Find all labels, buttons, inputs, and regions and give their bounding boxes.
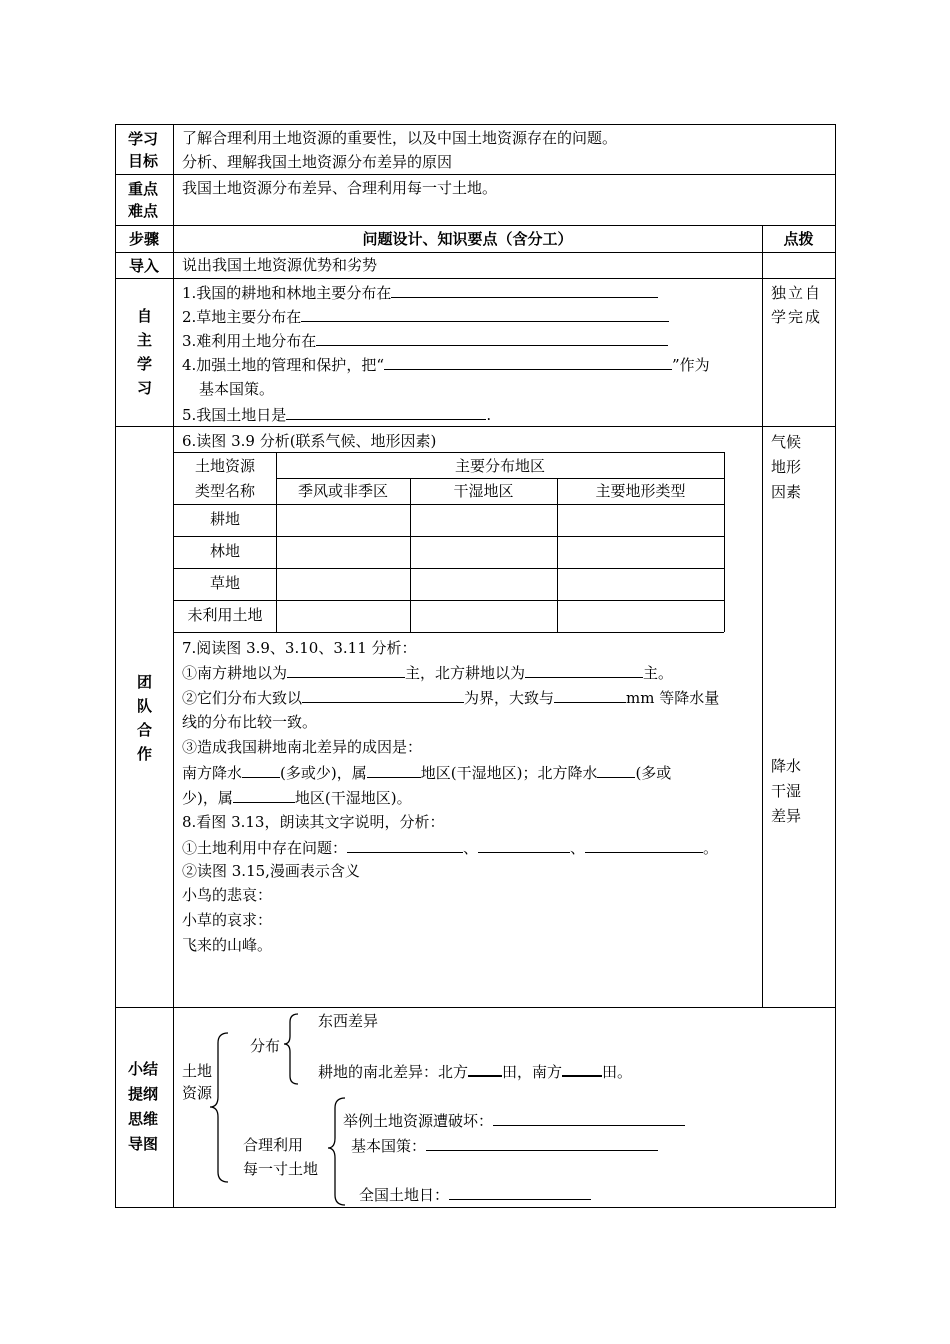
self-q3: 3.难利用土地分布在 xyxy=(182,329,668,352)
team-q8-2: ②读图 3.15,漫画表示含义 xyxy=(182,862,360,880)
team-q7: 7.阅读图 3.9、3.10、3.11 分析： xyxy=(182,639,417,657)
header-hint: 点拨 xyxy=(783,230,814,248)
self-q5: 5.我国土地日是 . xyxy=(182,403,491,426)
mind-map-root: 土地资源 xyxy=(182,1062,213,1102)
table-header-moisture: 干湿地区 xyxy=(453,482,514,500)
key-text: 我国土地资源分布差异、合理利用每一寸土地。 xyxy=(182,179,498,197)
team-label: 团队合作 xyxy=(137,673,153,763)
mind-map-north-south: 耕地的南北差异：北方 田，南方 田。 xyxy=(318,1059,632,1083)
header-step: 步骤 xyxy=(128,230,159,248)
self-hint: 独立自学完成 xyxy=(771,284,823,326)
table-header-terrain: 主要地形类型 xyxy=(595,482,686,500)
team-q8-1: ①土地利用中存在问题： 、 、 。 xyxy=(182,836,718,859)
self-q1: 1.我国的耕地和林地主要分布在 xyxy=(182,281,658,304)
table-row-label: 耕地 xyxy=(209,510,240,528)
team-q7-1: ①南方耕地以为 主，北方耕地以为 主。 xyxy=(182,661,673,684)
mountain-line: 飞来的山峰。 xyxy=(182,936,273,954)
goal-line-1: 了解合理利用土地资源的重要性，以及中国土地资源存在的问题。 xyxy=(182,129,618,147)
team-q6: 6.读图 3.9 分析(联系气候、地形因素) xyxy=(182,432,437,450)
self-q2: 2.草地主要分布在 xyxy=(182,305,669,328)
intro-label: 导入 xyxy=(128,257,159,275)
team-q8: 8.看图 3.13，朗读其文字说明，分析： xyxy=(182,813,445,831)
team-hint-moisture: 降水干湿差异 xyxy=(771,757,802,825)
table-row-label: 林地 xyxy=(209,542,240,560)
mind-map-east-west: 东西差异 xyxy=(318,1012,379,1030)
summary-label: 小结提纲思维导图 xyxy=(128,1060,159,1153)
bird-line: 小鸟的悲哀： xyxy=(182,886,273,904)
self-q4: 4.加强土地的管理和保护，把“ ”作为 xyxy=(182,353,710,376)
grass-line: 小草的哀求： xyxy=(182,911,273,929)
mind-map-rational-use: 合理利用 xyxy=(243,1136,304,1154)
table-header-main: 主要分布地区 xyxy=(454,457,545,475)
goal-line-2: 分析、理解我国土地资源分布差异的原因 xyxy=(182,153,453,171)
table-header-monsoon: 季风或非季区 xyxy=(297,482,388,500)
team-q7-3-south: 南方降水 (多或少)，属 地区(干湿地区)；北方降水 (多或 xyxy=(182,761,671,784)
table-row-label: 草地 xyxy=(209,574,240,592)
mind-map-policy: 基本国策： xyxy=(351,1134,658,1157)
table-header-type-2: 类型名称 xyxy=(194,482,255,500)
self-label: 自主学习 xyxy=(137,307,153,397)
team-q7-2: ②它们分布大致以 为界，大致与 mm 等降水量 xyxy=(182,686,719,709)
team-q7-3: ③造成我国耕地南北差异的成因是： xyxy=(182,738,423,756)
mind-map-example: 举例土地资源遭破坏： xyxy=(343,1109,685,1132)
key-label: 重点难点 xyxy=(128,180,159,220)
team-q7-3-north: 少)，属 地区(干湿地区)。 xyxy=(182,786,412,809)
intro-text: 说出我国土地资源优势和劣势 xyxy=(182,256,378,274)
team-q7-2-cont: 线的分布比较一致。 xyxy=(182,713,318,731)
table-header-type: 土地资源 xyxy=(194,457,255,475)
mind-map-rational-use-2: 每一寸土地 xyxy=(243,1160,319,1178)
self-q4-cont: 基本国策。 xyxy=(199,380,275,398)
mind-map-distribution: 分布 xyxy=(250,1037,281,1055)
team-hint-climate: 气候地形因素 xyxy=(771,433,802,501)
header-content: 问题设计、知识要点（含分工） xyxy=(362,230,573,248)
table-row-label: 未利用土地 xyxy=(187,606,263,624)
goals-label: 学习目标 xyxy=(128,130,159,170)
mind-map-land-day: 全国土地日： xyxy=(359,1183,591,1206)
